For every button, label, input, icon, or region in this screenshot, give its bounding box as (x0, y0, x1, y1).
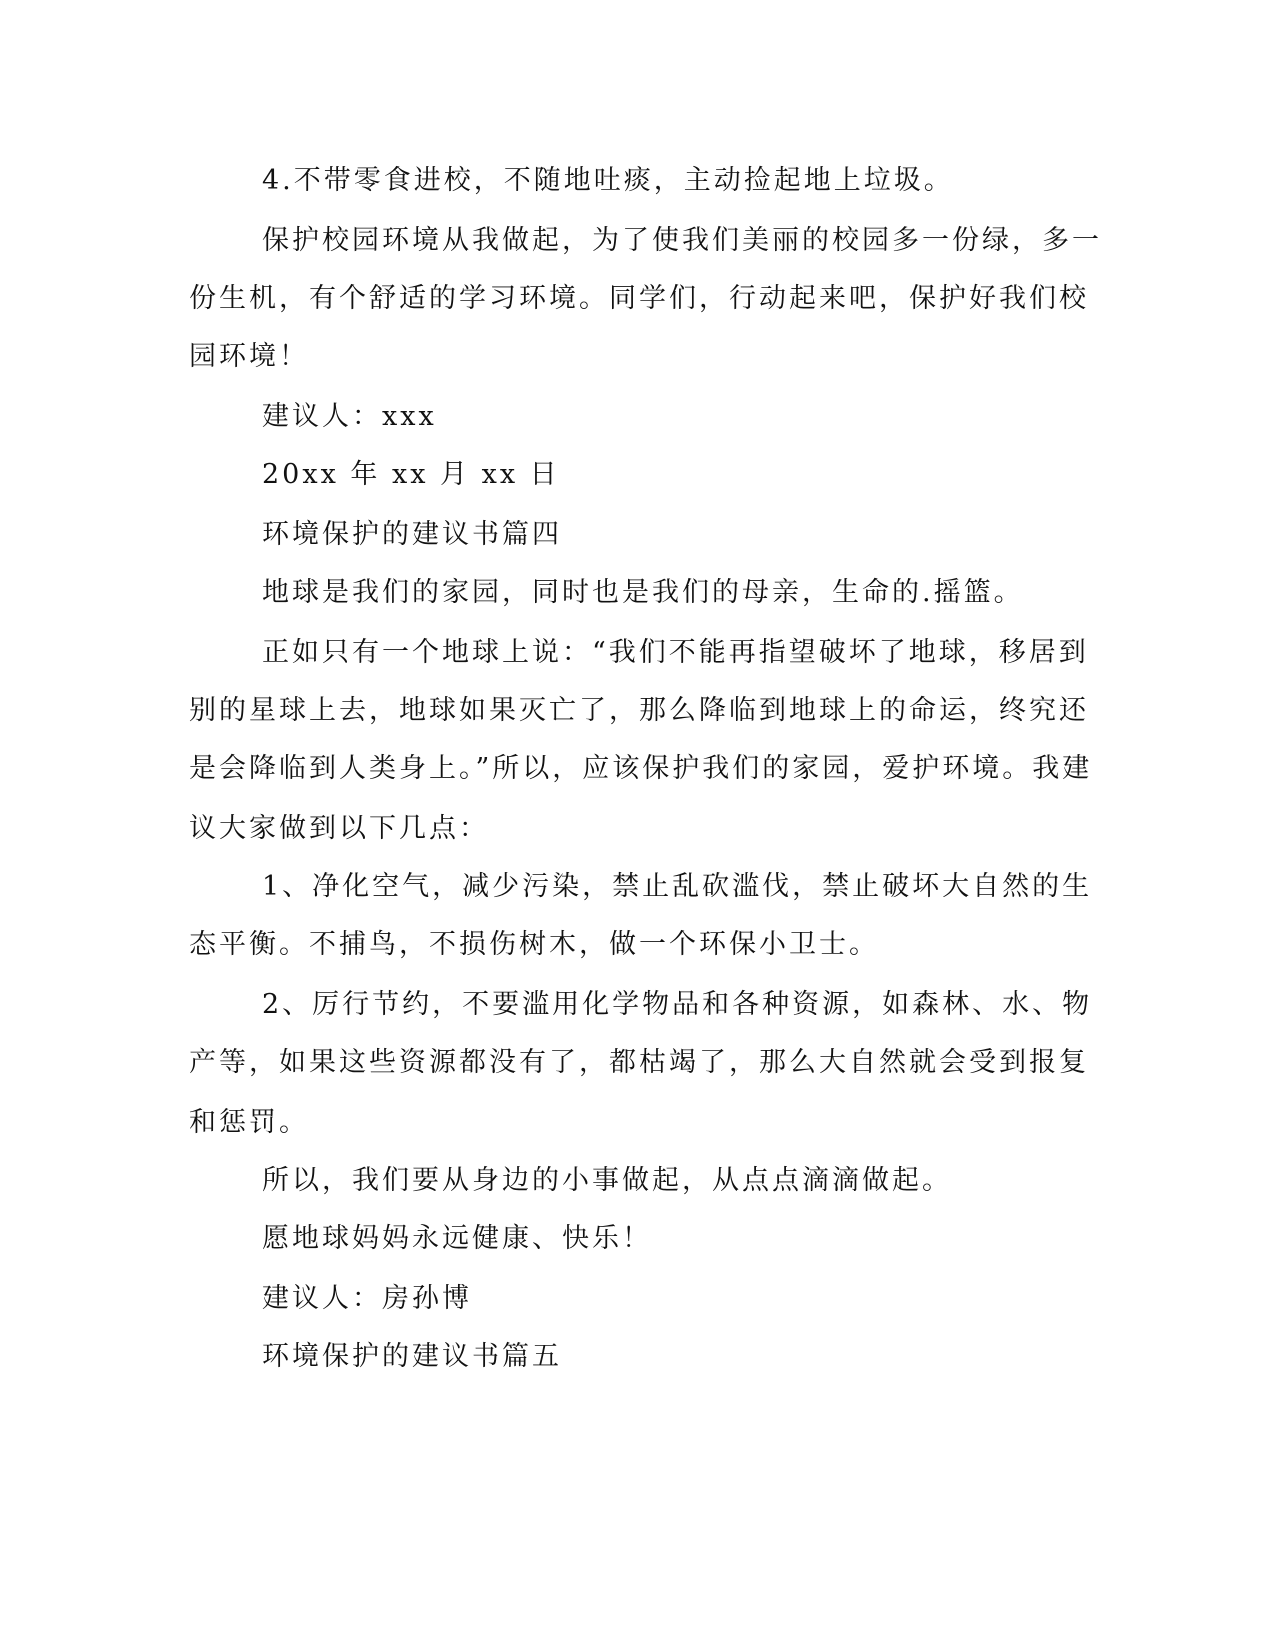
signature-proposer: 建议人：xxx (262, 401, 437, 432)
paragraph-line: 是会降临到人类身上。”所以，应该保护我们的家园，爱护环境。我建 (189, 753, 1093, 784)
paragraph-line: 份生机，有个舒适的学习环境。同学们，行动起来吧，保护好我们校 (189, 283, 1089, 314)
signature-date: 20xx 年 xx 月 xx 日 (262, 459, 560, 490)
paragraph-line: 正如只有一个地球上说：“我们不能再指望破坏了地球，移居到 (262, 637, 1089, 668)
section-heading-4: 环境保护的建议书篇四 (262, 519, 562, 550)
list-item-2: 2、厉行节约，不要滥用化学物品和各种资源，如森林、水、物 (262, 989, 1093, 1020)
paragraph-line: 议大家做到以下几点： (189, 813, 489, 844)
paragraph-line: 和惩罚。 (189, 1107, 309, 1138)
paragraph-line: 态平衡。不捕鸟，不损伤树木，做一个环保小卫士。 (189, 929, 879, 960)
section-heading-5: 环境保护的建议书篇五 (262, 1341, 562, 1372)
paragraph-line: 产等，如果这些资源都没有了，都枯竭了，那么大自然就会受到报复 (189, 1047, 1089, 1078)
paragraph-line: 保护校园环境从我做起，为了使我们美丽的校园多一份绿，多一 (262, 225, 1102, 256)
paragraph-line: 园环境！ (189, 341, 309, 372)
paragraph-line: 地球是我们的家园，同时也是我们的母亲，生命的.摇篮。 (262, 577, 1024, 608)
list-item-4: 4.不带零食进校，不随地吐痰，主动捡起地上垃圾。 (262, 165, 954, 196)
paragraph-line: 所以，我们要从身边的小事做起，从点点滴滴做起。 (262, 1165, 952, 1196)
paragraph-line: 别的星球上去，地球如果灭亡了，那么降临到地球上的命运，终究还 (189, 695, 1089, 726)
list-item-1: 1、净化空气，减少污染，禁止乱砍滥伐，禁止破坏大自然的生 (262, 871, 1093, 902)
signature-proposer: 建议人：房孙博 (262, 1283, 472, 1314)
paragraph-line: 愿地球妈妈永远健康、快乐！ (262, 1223, 652, 1254)
